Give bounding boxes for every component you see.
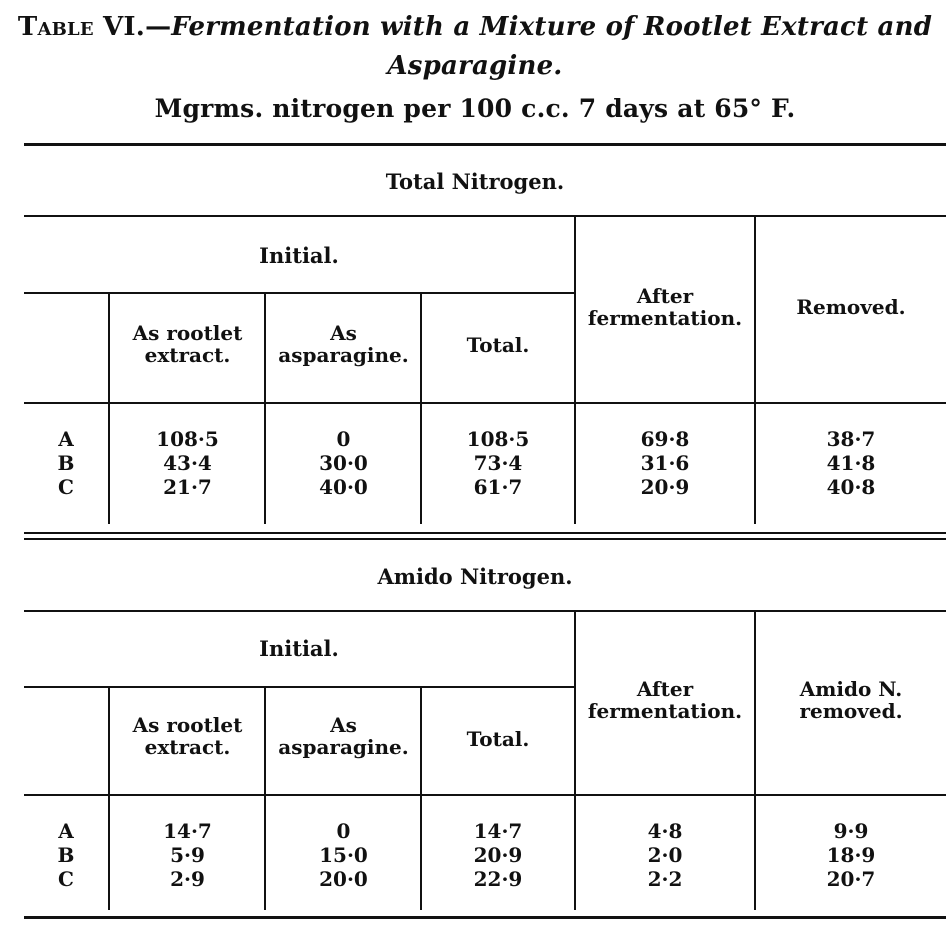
header-total: Total. [466, 333, 530, 357]
initial-underline [24, 292, 574, 294]
header-total: Total. [466, 727, 530, 751]
row-label: A [58, 819, 74, 843]
table-title: Table VI.—Fermentation with a Mixture of Rootlet Extract and [17, 12, 933, 42]
header-as-rootlet: As rootlet extract. [132, 321, 243, 367]
cell-total: 108·5 [466, 427, 530, 451]
cell-total: 20·9 [473, 843, 523, 867]
double-rule [24, 532, 946, 534]
cell-asparagine: 15·0 [319, 843, 368, 867]
header-as-rootlet: As rootlet extract. [132, 713, 243, 759]
header-after: After fermentation. [587, 677, 743, 723]
cell-removed: 9·9 [833, 819, 869, 843]
header-bottom-rule [24, 402, 946, 404]
header-as-asparagine: As asparagine. [278, 321, 409, 367]
section-title-total: Total Nitrogen. [385, 169, 565, 194]
row-label: C [58, 475, 74, 499]
cell-removed: 41·8 [826, 451, 876, 475]
cell-removed: 38·7 [826, 427, 876, 451]
header-amido-removed: Amido N. removed. [799, 677, 903, 723]
cell-asparagine: 30·0 [319, 451, 368, 475]
cell-removed: 40·8 [826, 475, 876, 499]
cell-rootlet: 43·4 [163, 451, 212, 475]
cell-removed: 18·9 [826, 843, 876, 867]
cell-after: 4·8 [647, 819, 683, 843]
double-rule [24, 538, 946, 540]
cell-asparagine: 20·0 [319, 867, 368, 891]
row-label: B [57, 451, 75, 475]
cell-rootlet: 108·5 [156, 427, 219, 451]
cell-after: 2·0 [647, 843, 683, 867]
row-label: A [58, 427, 74, 451]
section-title-amido: Amido Nitrogen. [377, 564, 573, 589]
cell-asparagine: 40·0 [319, 475, 368, 499]
cell-rootlet: 14·7 [163, 819, 212, 843]
header-as-asparagine: As asparagine. [278, 713, 409, 759]
cell-rootlet: 21·7 [163, 475, 212, 499]
table-number: Table VI. [17, 12, 146, 42]
section-rule [24, 215, 946, 217]
cell-total: 22·9 [473, 867, 523, 891]
cell-total: 14·7 [473, 819, 523, 843]
table-subtitle: Mgrms. nitrogen per 100 c.c. 7 days at 65° F. [154, 94, 796, 123]
cell-asparagine: 0 [336, 427, 351, 451]
cell-after: 2·2 [647, 867, 683, 891]
cell-after: 31·6 [640, 451, 690, 475]
row-label: B [57, 843, 75, 867]
top-rule [24, 143, 946, 146]
cell-rootlet: 5·9 [170, 843, 205, 867]
cell-after: 20·9 [640, 475, 690, 499]
section-rule [24, 610, 946, 612]
header-bottom-rule [24, 794, 946, 796]
cell-total: 61·7 [473, 475, 523, 499]
header-initial: Initial. [259, 636, 339, 661]
header-after: After fermentation. [587, 284, 743, 330]
bottom-rule [24, 916, 946, 919]
cell-rootlet: 2·9 [170, 867, 205, 891]
row-label: C [58, 867, 74, 891]
cell-after: 69·8 [640, 427, 690, 451]
cell-total: 73·4 [473, 451, 523, 475]
header-removed: Removed. [796, 295, 906, 319]
table-title-line1: Fermentation with a Mixture of Rootlet Extract and [171, 12, 933, 42]
cell-removed: 20·7 [826, 867, 876, 891]
cell-asparagine: 0 [336, 819, 351, 843]
initial-underline [24, 686, 574, 688]
header-initial: Initial. [259, 243, 339, 268]
table-title-line2: Asparagine. [387, 51, 563, 81]
